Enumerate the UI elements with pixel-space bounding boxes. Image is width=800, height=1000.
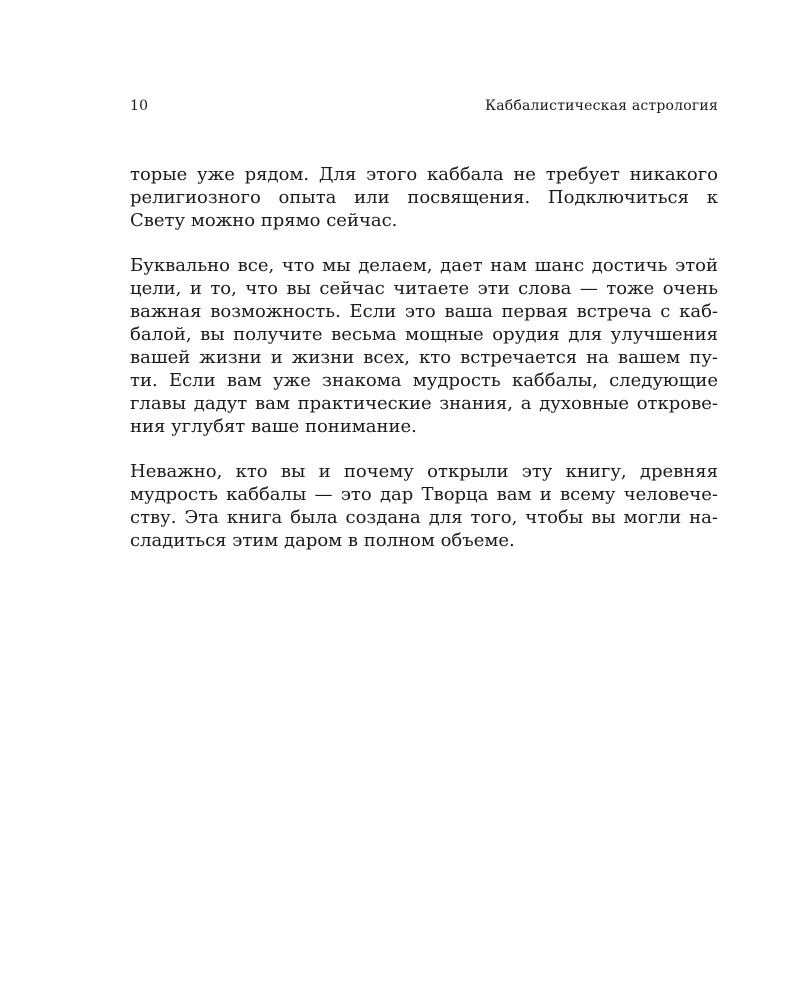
text-line: Неважно, кто вы и почему открыли эту книгу, древняя bbox=[130, 461, 718, 482]
text-line: мудрость каббалы — это дар Творца вам и всему человече- bbox=[130, 484, 718, 505]
paragraph-3 bbox=[130, 460, 718, 552]
text-line: главы дадут вам практические знания, а духовные открове- bbox=[130, 393, 718, 414]
text-line: Буквально все, что мы делаем, дает нам шанс достичь этой bbox=[130, 255, 718, 276]
body-text bbox=[130, 163, 718, 574]
text-line: вашей жизни и жизни всех, кто встречается на вашем пу- bbox=[130, 347, 718, 368]
paragraph-1 bbox=[130, 163, 718, 232]
text-line: цели, и то, что вы сейчас читаете эти слова — тоже очень bbox=[130, 278, 718, 299]
text-line: сладиться этим даром в полном объеме. bbox=[130, 530, 515, 551]
text-line: торые уже рядом. Для этого каббала не требует никакого bbox=[130, 164, 718, 185]
text-line: ния углубят ваше понимание. bbox=[130, 416, 417, 437]
text-line: религиозного опыта или посвящения. Подключиться к bbox=[130, 187, 718, 208]
text-line: ству. Эта книга была создана для того, чтобы вы могли на- bbox=[130, 507, 718, 528]
paragraph-2 bbox=[130, 254, 718, 438]
book-title: Каббалистическая астрология bbox=[485, 98, 718, 114]
running-head bbox=[130, 96, 718, 116]
text-line: важная возможность. Если это ваша первая встреча с каб- bbox=[130, 301, 718, 322]
text-line: балой, вы получите весьма мощные орудия для улучшения bbox=[130, 324, 718, 345]
text-line: ти. Если вам уже знакома мудрость каббалы, следующие bbox=[130, 370, 718, 391]
text-line: Свету можно прямо сейчас. bbox=[130, 210, 398, 231]
page-number: 10 bbox=[130, 98, 149, 114]
